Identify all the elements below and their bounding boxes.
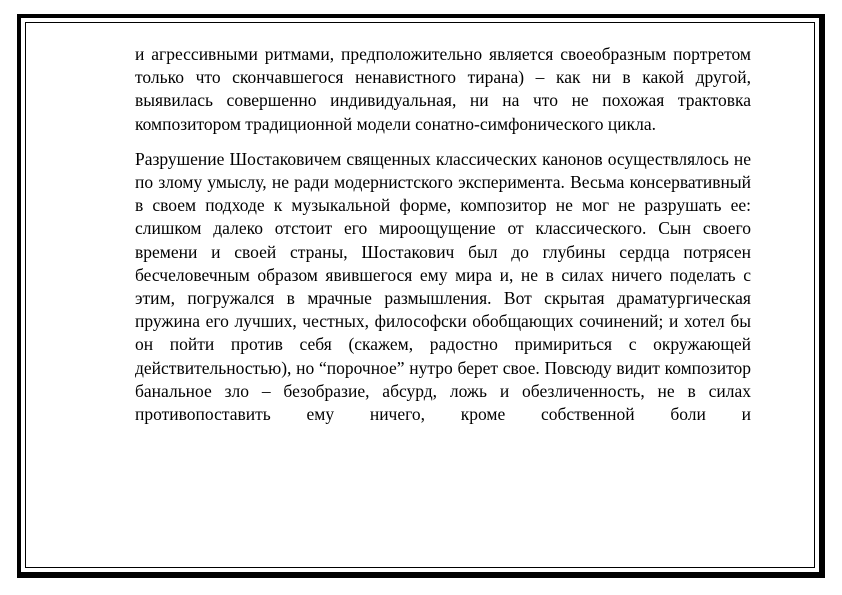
- document-body: [135, 43, 751, 426]
- paragraph-1: и агрессивными ритмами, предположительно является своеобразным портретом только что скончавшегося ненавистного тирана) – как ни в какой другой, выявилась совершенно индивидуальная, ни на что не похожая трактовка композитором традиционной модели сонатно-симфонического цикла.: [135, 44, 751, 134]
- paragraph-2: Разрушение Шостаковичем священных классических канонов осуществлялось не по злому умыслу, не ради модернистского эксперимента. Весьма консервативный в своем подходе к музыкальной форме, композитор не мог не разрушать ее: слишком далеко отстоит его мироощущение от классического. Сын своего времени и своей страны, Шостакович был до глубины сердца потрясен бесчеловечным образом явившегося ему мира и, не в силах ничего поделать с этим, погружался в мрачные размышления. Вот скрытая драматургическая пружина его лучших, честных, философски обобщающих сочинений; и хотел бы он пойти против себя (скажем, радостно примириться с окружающей действительностью), но “порочное” нутро берет свое. Повсюду видит композитор банальное зло – безобразие, абсурд, ложь и обезличенность, не в силах противопоставить ему ничего, кроме собственной боли и: [135, 148, 751, 425]
